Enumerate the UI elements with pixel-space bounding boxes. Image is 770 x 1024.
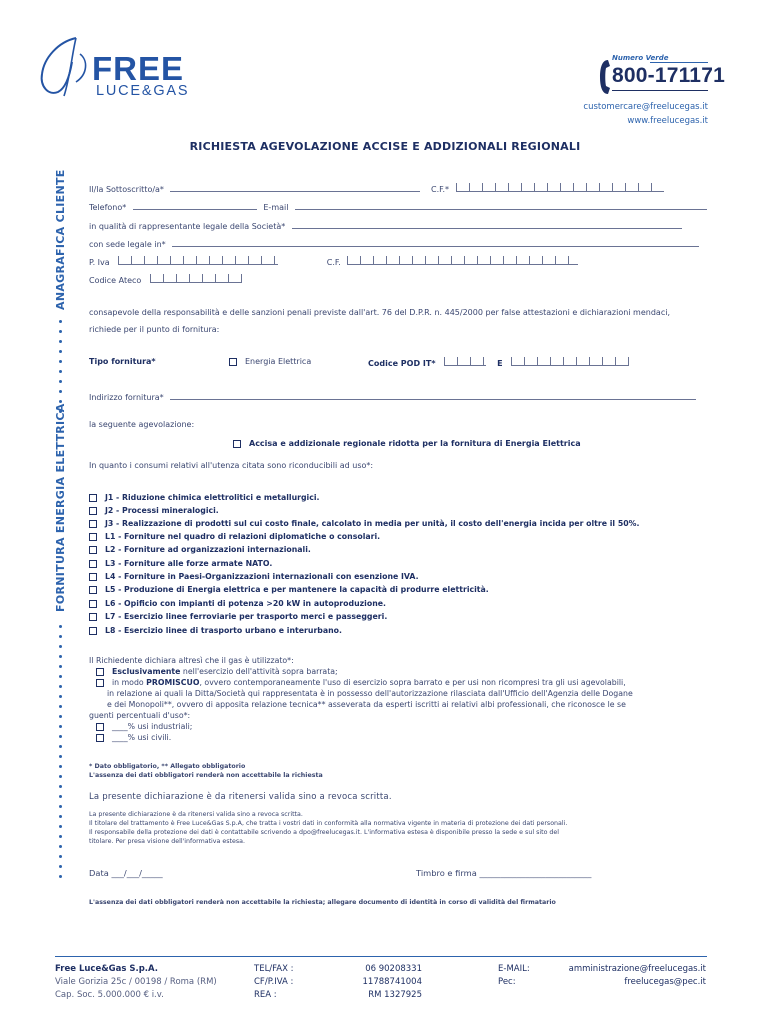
- footer-labels: [254, 963, 293, 1002]
- uso-item: [89, 519, 639, 528]
- uso-item: [89, 585, 489, 594]
- numero-verde-number: 800-171171: [612, 64, 725, 87]
- field-piva[interactable]: [118, 256, 278, 265]
- label-pod-e: E: [497, 359, 503, 368]
- uso-label: L1 - Forniture nel quadro di relazioni diplomatiche o consolari.: [105, 532, 381, 541]
- row-accisa: [233, 439, 581, 448]
- assenza-final: L'assenza dei dati obbligatori renderà non accettabile la richiesta; allegare documento di identità in corso di validità del firmatario: [89, 899, 556, 906]
- footer-contact-label: E-MAIL:: [498, 964, 530, 974]
- promiscuo-line4: guenti percentuali d'uso*:: [89, 711, 191, 720]
- label-sede: con sede legale in*: [89, 240, 166, 249]
- uso-item: [89, 626, 342, 635]
- side-label-fornitura: FORNITURA ENERGIA ELETTRICA: [54, 403, 67, 612]
- row-sede: [89, 238, 699, 249]
- checkbox-uso-l2[interactable]: [89, 546, 97, 554]
- checkbox-uso-l8[interactable]: [89, 627, 97, 635]
- validita-text: La presente dichiarazione è da ritenersi valida sino a revoca scritta.: [89, 792, 392, 802]
- checkbox-uso-l3[interactable]: [89, 560, 97, 568]
- uso-item: [89, 612, 387, 621]
- label-accisa: Accisa e addizionale regionale ridotta per la fornitura di Energia Elettrica: [249, 439, 581, 448]
- field-pod-1[interactable]: [444, 357, 486, 366]
- uso-item: [89, 506, 219, 515]
- footer-address: Viale Gorizia 25c / 00198 / Roma (RM): [55, 977, 217, 987]
- checkbox-industriali[interactable]: [96, 723, 104, 731]
- footer-company: Free Luce&Gas S.p.A.: [55, 964, 158, 974]
- checkbox-uso-l6[interactable]: [89, 600, 97, 608]
- field-ateco[interactable]: [150, 274, 242, 283]
- field-societa[interactable]: [292, 220, 682, 229]
- checkbox-uso-j1[interactable]: [89, 494, 97, 502]
- uso-label: J1 - Riduzione chimica elettrolitici e metallurgici.: [105, 493, 320, 502]
- field-cf[interactable]: [456, 183, 664, 192]
- label-piva: P. Iva: [89, 258, 110, 267]
- butterfly-logo-icon: [36, 34, 96, 104]
- label-cf2: C.F.: [326, 258, 341, 267]
- footer-value: RM 1327925: [368, 990, 422, 1000]
- row-qualita: [89, 220, 682, 231]
- field-sede[interactable]: [172, 238, 699, 247]
- row-telefono: [89, 201, 707, 212]
- label-telefono: Telefono*: [89, 203, 127, 212]
- promiscuo-line2: in relazione ai quali la Ditta/Società qui rappresentata è in possesso dell'autorizzazione rilasciata dall'Ufficio dell'Agenzia delle Dogane: [107, 689, 633, 698]
- footer-values: [356, 963, 422, 1002]
- row-esclusivamente: [96, 667, 338, 676]
- side-dots-2: [59, 625, 63, 885]
- label-ateco: Codice Ateco: [89, 276, 142, 285]
- row-tipo-fornitura: [89, 357, 156, 366]
- uso-item: [89, 599, 386, 608]
- timbro-firma-field[interactable]: Timbro e firma ___________________________: [416, 868, 592, 878]
- label-esclusivamente-bold: Esclusivamente: [112, 667, 181, 676]
- row-ateco: [89, 274, 242, 285]
- customercare-email[interactable]: customercare@freelucegas.it: [583, 102, 708, 112]
- row-pod: [368, 357, 629, 368]
- footer-label: REA :: [254, 990, 277, 1000]
- label-cf: C.F.*: [431, 185, 450, 194]
- checkbox-accisa[interactable]: [233, 440, 241, 448]
- numero-verde-underline: [650, 62, 708, 63]
- page-title: RICHIESTA AGEVOLAZIONE ACCISE E ADDIZIONALI REGIONALI: [189, 140, 581, 153]
- seguente-text: la seguente agevolazione:: [89, 420, 195, 429]
- data-field[interactable]: Data ___/___/_____: [89, 868, 163, 878]
- uso-item: [89, 545, 311, 554]
- phone-handset-icon: [598, 58, 612, 96]
- label-codice-pod: Codice POD IT*: [368, 359, 436, 368]
- field-indirizzo[interactable]: [170, 391, 696, 400]
- uso-label: L3 - Forniture alle forze armate NATO.: [105, 559, 273, 568]
- footer-divider: [55, 956, 707, 957]
- footer-label: CF/P.IVA :: [254, 977, 294, 987]
- uso-label: L2 - Forniture ad organizzazioni internazionali.: [105, 545, 311, 554]
- footer-pec-link[interactable]: freelucegas@pec.it: [624, 977, 706, 987]
- numero-verde-bottom-rule: [612, 90, 708, 91]
- in-quanto-text: In quanto i consumi relativi all'utenza citata sono riconducibili ad uso*:: [89, 461, 374, 470]
- row-indirizzo: [89, 391, 696, 402]
- label-promiscuo-pre: in modo: [112, 678, 147, 687]
- field-cf2[interactable]: [347, 256, 578, 265]
- checkbox-uso-j3[interactable]: [89, 520, 97, 528]
- footer-value: 06 90208331: [365, 964, 422, 974]
- checkbox-energia-elettrica[interactable]: [229, 358, 237, 366]
- footer-capital: Cap. Soc. 5.000.000 € i.v.: [55, 990, 164, 1000]
- row-piva: [89, 256, 578, 267]
- uso-label: J3 - Realizzazione di prodotti sul cui costo finale, calcolato in media per unità, il costo dell'energia incida per oltre il 50%.: [105, 519, 640, 528]
- uso-label: L6 - Opificio con impianti di potenza >20 kW in autoproduzione.: [105, 599, 387, 608]
- label-civili: ____% usi civili.: [112, 733, 172, 742]
- brand-logo-subtext: LUCE&GAS: [96, 83, 190, 99]
- row-promiscuo: [96, 678, 626, 687]
- uso-item: [89, 493, 319, 502]
- promiscuo-line3: e dei Monopoli**, ovvero di apposita relazione tecnica** asseverata da esperti iscritti ai relativi albi professionali, che riconosce le se: [107, 700, 626, 709]
- side-label-anagrafica: ANAGRAFICA CLIENTE: [54, 169, 67, 310]
- row-sottoscritto: [89, 183, 664, 194]
- field-sottoscritto[interactable]: [170, 183, 420, 192]
- gas-intro: Il Richiedente dichiara altresì che il gas è utilizzato*:: [89, 656, 294, 665]
- checkbox-uso-l4[interactable]: [89, 573, 97, 581]
- checkbox-esclusivamente[interactable]: [96, 668, 104, 676]
- checkbox-promiscuo[interactable]: [96, 679, 104, 687]
- footer-company-block: [55, 963, 217, 1002]
- footer-value: 11788741004: [362, 977, 422, 987]
- label-qualita: in qualità di rappresentante legale della Società*: [89, 222, 286, 231]
- label-sottoscritto: Il/la Sottoscritto/a*: [89, 185, 164, 194]
- uso-item: [89, 572, 419, 581]
- checkbox-civili[interactable]: [96, 734, 104, 742]
- label-industriali: ____% usi industriali;: [112, 722, 193, 731]
- uso-label: L5 - Produzione di Energia elettrica e per mantenere la capacità di produrre elettricità.: [105, 585, 489, 594]
- privacy-line: titolare. Per presa visione dell'informativa estesa.: [89, 838, 246, 845]
- privacy-line: La presente dichiarazione è da ritenersi valida sino a revoca scritta.: [89, 811, 303, 818]
- label-email: E-mail: [263, 203, 289, 212]
- consapevole-text: consapevole della responsabilità e delle sanzioni penali previste dall'art. 76 del D.P.R. n. 445/2000 per false attestazioni e dichiarazioni mendaci,: [89, 308, 670, 317]
- uso-label: L8 - Esercizio linee di trasporto urbano e interurbano.: [105, 626, 342, 635]
- row-energia-elettrica: [229, 357, 311, 366]
- uso-label: L7 - Esercizio linee ferroviarie per trasporto merci e passeggeri.: [105, 612, 388, 621]
- uso-label: L4 - Forniture in Paesi-Organizzazioni internazionali con esenzione IVA.: [105, 572, 419, 581]
- uso-item: [89, 559, 272, 568]
- field-pod-2[interactable]: [511, 357, 629, 366]
- label-tipo-fornitura: Tipo fornitura*: [89, 357, 156, 366]
- label-indirizzo: Indirizzo fornitura*: [89, 393, 164, 402]
- uso-item: [89, 532, 380, 541]
- row-civili: [96, 733, 171, 742]
- label-esclusivamente-rest: nell'esercizio dell'attività sopra barrata;: [180, 667, 338, 676]
- checkbox-uso-l5[interactable]: [89, 586, 97, 594]
- richiede-text: richiede per il punto di fornitura:: [89, 325, 220, 334]
- checkbox-uso-l7[interactable]: [89, 613, 97, 621]
- privacy-line: Il titolare del trattamento è Free Luce&Gas S.p.A, che tratta i vostri dati in conformità alla normativa vigente in materia di protezione dei dati personali.: [89, 820, 568, 827]
- row-industriali: [96, 722, 192, 731]
- footer-contact-values: [569, 963, 706, 989]
- label-promiscuo-line1: , ovvero contemporaneamente l'uso di esercizio sopra barrato e per usi non ricompresi tra gli usi agevolabili,: [199, 678, 626, 687]
- note-obbligatori: * Dato obbligatorio, ** Allegato obbligatorio: [89, 763, 246, 770]
- footer-label: TEL/FAX :: [254, 964, 294, 974]
- privacy-line: Il responsabile della protezione dei dati è contattabile scrivendo a dpo@freelucegas.it. L'informativa estesa è disponibile presso la sede e sul sito del: [89, 829, 560, 836]
- numero-verde-label: Numero Verde: [612, 54, 669, 62]
- note-assenza: L'assenza dei dati obbligatori renderà non accettabile la richiesta: [89, 772, 323, 779]
- field-telefono[interactable]: [133, 201, 257, 210]
- footer-contact-labels: [498, 963, 530, 989]
- checkbox-uso-j2[interactable]: [89, 507, 97, 515]
- uso-label: J2 - Processi mineralogici.: [105, 506, 219, 515]
- footer-contact-label: Pec:: [498, 977, 516, 987]
- brand-logo-text: FREE: [92, 50, 185, 87]
- website-link[interactable]: www.freelucegas.it: [627, 116, 708, 126]
- label-energia-elettrica: Energia Elettrica: [245, 357, 312, 366]
- checkbox-uso-l1[interactable]: [89, 533, 97, 541]
- footer-email-link[interactable]: amministrazione@freelucegas.it: [568, 964, 706, 974]
- label-promiscuo-bold: PROMISCUO: [146, 678, 200, 687]
- field-email[interactable]: [295, 201, 707, 210]
